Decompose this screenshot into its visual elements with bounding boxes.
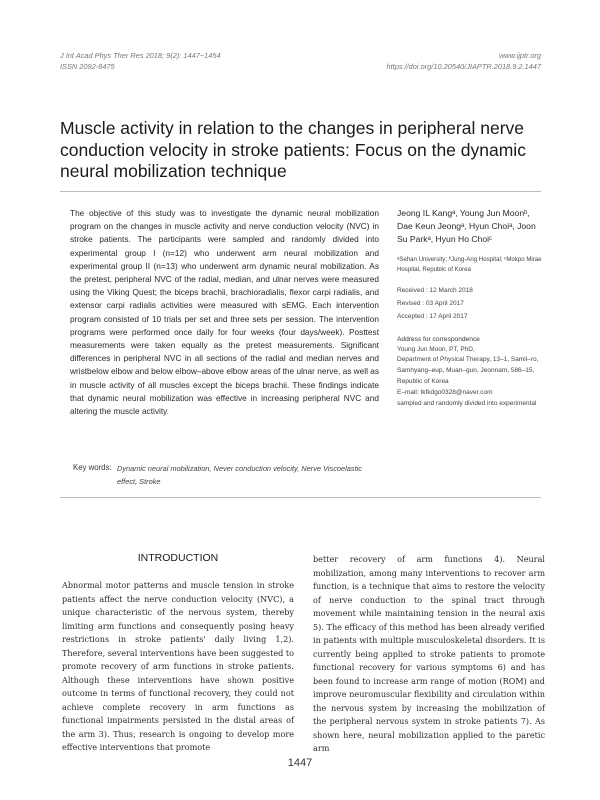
correspondence-name: Young Jun Moon, PT, PhD,: [397, 345, 475, 353]
correspondence-address: Department of Physical Therapy, 13–1, Samil–ro, Samhyang–eup, Muan–gun, Jeonnam, 586–15, Republic of Korea: [397, 356, 539, 385]
title-divider: [60, 191, 541, 192]
correspondence-email[interactable]: E–mail: tkfkdgo0328@naver.com: [397, 388, 493, 396]
affiliations: ᵃSehan University; ᵇJung-Ang Hospital; ᶜMokpo Mirae Hospital, Republic of Korea: [397, 255, 542, 273]
issn: ISSN 2092-8475: [60, 62, 115, 71]
website-link[interactable]: www.ijptr.org: [498, 51, 541, 60]
abstract: The objective of this study was to investigate the dynamic neural mobilization program on the changes in muscle activity and nerve conduction velocity (NVC) in stroke patients. The participants were sampled and randomly divided into experimental group I (n=12) who underwent arm neural mobilization and experimental group II (n=13) who underwent arm dynamic neural mobilization. As the pretest, peripheral NVC of the radial, median, and ulnar nerves were measured using the Viking Quest; the biceps brachii, brachioradialis, flexor carpi radialis, and extensor carpi radialis activities were measured with sEMG. Each intervention program consisted of 10 trials per set and three sets per session. The intervention programs were performed once daily for four weeks (four days/week). Posttest measurements were taken equally as the pretest measurements. Significant differences in peripheral NVC in all sections of the radial and median nerves and wristbelow elbow and below elbow–above elbow areas of the ulnar nerve, as well as in muscle activity of all muscles except the biceps brachii. These findings indicate that dynamic neural mobilization was effective in increasing peripheral NVC and altering the muscle activity.: [70, 208, 380, 417]
introduction-right-column: better recovery of arm functions 4). Neural mobilization, among many interventions to recover arm function, is a technique that aims to restore the velocity of nerve conduction to the spinal tract through movement while maintaining tension in the neural axis 5). The efficacy of this method has been already verified in patients with multiple musculoskeletal disorders. It is currently being applied to stroke patients to promote functional recovery for various symptoms 6) and has been found to increase arm range of motion (ROM) and improve neuromuscular flexibility and circulation within the nervous system by increasing the mobilization of the peripheral nervous system in stroke patients 7). As shown here, neural mobilization applied to the paretic arm: [313, 554, 545, 753]
correspondence-extra: sampled and randomly divided into experimental: [397, 399, 537, 407]
journal-header-right: [387, 50, 542, 72]
article-dates: [397, 284, 544, 323]
introduction-heading: INTRODUCTION: [137, 552, 219, 564]
accepted-date: Accepted : 17 April 2017: [397, 312, 468, 320]
keywords-label: Key words:: [73, 463, 112, 472]
received-date: Received : 12 March 2018: [397, 286, 473, 294]
keywords-divider: [60, 497, 541, 498]
journal-citation: J Int Acad Phys Ther Res 2018; 9(2): 1447~1454: [60, 51, 221, 60]
journal-header-left: [60, 50, 221, 72]
author-list: Jeong IL Kangᵃ, Young Jun Moonᵇ, Dae Keun Jeongᵃ, Hyun Choiᵃ, Joon Su Parkᵃ, Hyun Ho Choiᶜ: [397, 208, 536, 245]
keywords: Dynamic neural mobilization, Never conduction velocity, Nerve Viscoelastic effect, Stroke: [117, 464, 362, 486]
page-number: 1447: [287, 757, 313, 769]
revised-date: Revised : 03 April 2017: [397, 299, 464, 307]
paper-title: Muscle activity in relation to the changes in peripheral nerve conduction velocity in stroke patients: Focus on the dynamic neural mobilization technique: [60, 118, 526, 181]
doi-link[interactable]: https://doi.org/10.20540/JIAPTR.2018.9.2.1447: [386, 62, 541, 71]
author-sidebar: [397, 207, 544, 409]
correspondence-heading: Address for correspondence: [397, 335, 480, 343]
introduction-left-column: Abnormal motor patterns and muscle tension in stroke patients affect the nerve conduction velocity (NVC), a unique characteristic of the nervous system, thereby limiting arm functions and consequently posing heavy restrictions in stroke patients' daily living 1,2). Therefore, several interventions have been suggested to promote recovery of arm functions in stroke patients. Although these interventions have shown positive outcome in terms of functional recovery, they could not achieve complete recovery in arm functions as functional impairments persisted in the distal areas of the arm 3). Thus, research is ongoing to develop more effective interventions that promote: [62, 580, 294, 752]
